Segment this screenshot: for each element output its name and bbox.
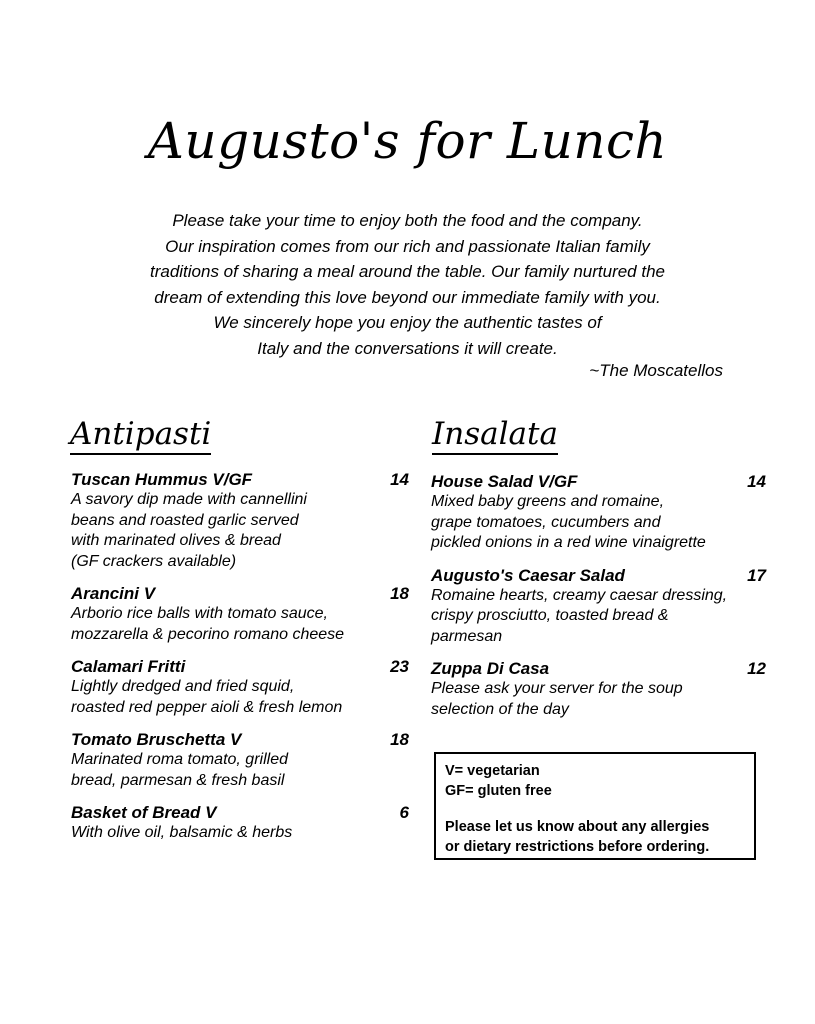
description-line: mozzarella & pecorino romano cheese — [71, 625, 345, 643]
item-description — [71, 677, 409, 718]
intro-line: traditions of sharing a meal around the table. Our family nurtured the — [149, 262, 665, 282]
description-line: selection of the day — [431, 700, 569, 718]
menu-title: Augusto's for Lunch — [147, 112, 668, 170]
description-line: parmesan — [431, 627, 503, 645]
description-line: grape tomatoes, cucumbers and — [431, 513, 661, 531]
menu-item — [431, 659, 766, 720]
item-price: 6 — [399, 803, 409, 822]
menu-item — [71, 803, 409, 844]
description-line: Lightly dredged and fried squid, — [71, 678, 295, 695]
description-line: Please ask your server for the soup — [431, 680, 683, 697]
insalata-list — [431, 472, 766, 732]
intro-line: Our inspiration comes from our rich and passionate Italian family — [165, 236, 650, 256]
description-line: With olive oil, balsamic & herbs — [71, 824, 293, 841]
signature: ~The Moscatellos — [589, 361, 723, 380]
item-price: 17 — [747, 565, 766, 585]
intro-line: Italy and the conversations it will create. — [257, 338, 558, 358]
item-description — [431, 586, 766, 648]
allergy-note-line: Please let us know about any allergies — [445, 819, 710, 835]
item-price: 14 — [390, 470, 409, 489]
description-line: bread, parmesan & fresh basil — [71, 771, 285, 789]
item-name: Zuppa Di Casa — [431, 659, 550, 678]
item-description — [71, 750, 409, 791]
item-price: 23 — [390, 657, 409, 676]
description-line: pickled onions in a red wine vinaigrette — [431, 534, 706, 551]
antipasti-list — [71, 470, 409, 856]
intro-line: Please take your time to enjoy both the food and the company. — [172, 211, 643, 230]
item-name: House Salad V/GF — [431, 472, 578, 491]
description-line: Mixed baby greens and romaine, — [431, 493, 665, 510]
menu-item — [71, 730, 409, 791]
description-line: Romaine hearts, creamy caesar dressing, — [431, 586, 728, 604]
intro-line: dream of extending this love beyond our immediate family with you. — [154, 287, 661, 307]
item-name: Basket of Bread V — [71, 803, 217, 822]
description-line: Arborio rice balls with tomato sauce, — [71, 605, 328, 622]
description-line: Marinated roma tomato, grilled — [71, 751, 288, 768]
item-name: Calamari Fritti — [71, 657, 186, 676]
dietary-notes-box — [434, 752, 756, 860]
item-name: Tuscan Hummus V/GF — [71, 470, 253, 489]
menu-item — [71, 657, 409, 718]
antipasti-heading: Antipasti — [70, 416, 211, 455]
allergy-note-line: or dietary restrictions before ordering. — [445, 838, 710, 855]
item-description — [71, 823, 409, 844]
item-price: 14 — [747, 472, 766, 491]
intro-text — [100, 208, 715, 362]
menu-item — [431, 566, 766, 648]
description-line: with marinated olives & bread — [71, 532, 281, 549]
item-name: Arancini V — [71, 584, 156, 603]
item-description — [431, 679, 766, 720]
insalata-heading: Insalata — [432, 416, 558, 455]
item-price: 18 — [390, 730, 409, 749]
description-line: roasted red pepper aioli & fresh lemon — [71, 698, 343, 716]
menu-item — [71, 584, 409, 645]
intro-line: We sincerely hope you enjoy the authentic tastes of — [213, 313, 602, 333]
item-name: Tomato Bruschetta V — [71, 730, 242, 749]
description-line: A savory dip made with cannellini — [71, 491, 307, 508]
description-line: beans and roasted garlic served — [71, 511, 299, 529]
menu-item — [71, 470, 409, 572]
description-line: (GF crackers available) — [71, 552, 237, 570]
description-line: crispy prosciutto, toasted bread & — [431, 607, 669, 624]
legend-gluten-free: GF= gluten free — [445, 782, 552, 799]
item-price: 12 — [747, 659, 766, 678]
menu-item — [431, 472, 766, 554]
legend-vegetarian: V= vegetarian — [445, 763, 540, 779]
item-name: Augusto's Caesar Salad — [431, 565, 625, 585]
item-price: 18 — [390, 584, 409, 603]
item-description — [71, 490, 409, 572]
item-description — [431, 492, 766, 554]
item-description — [71, 604, 409, 645]
